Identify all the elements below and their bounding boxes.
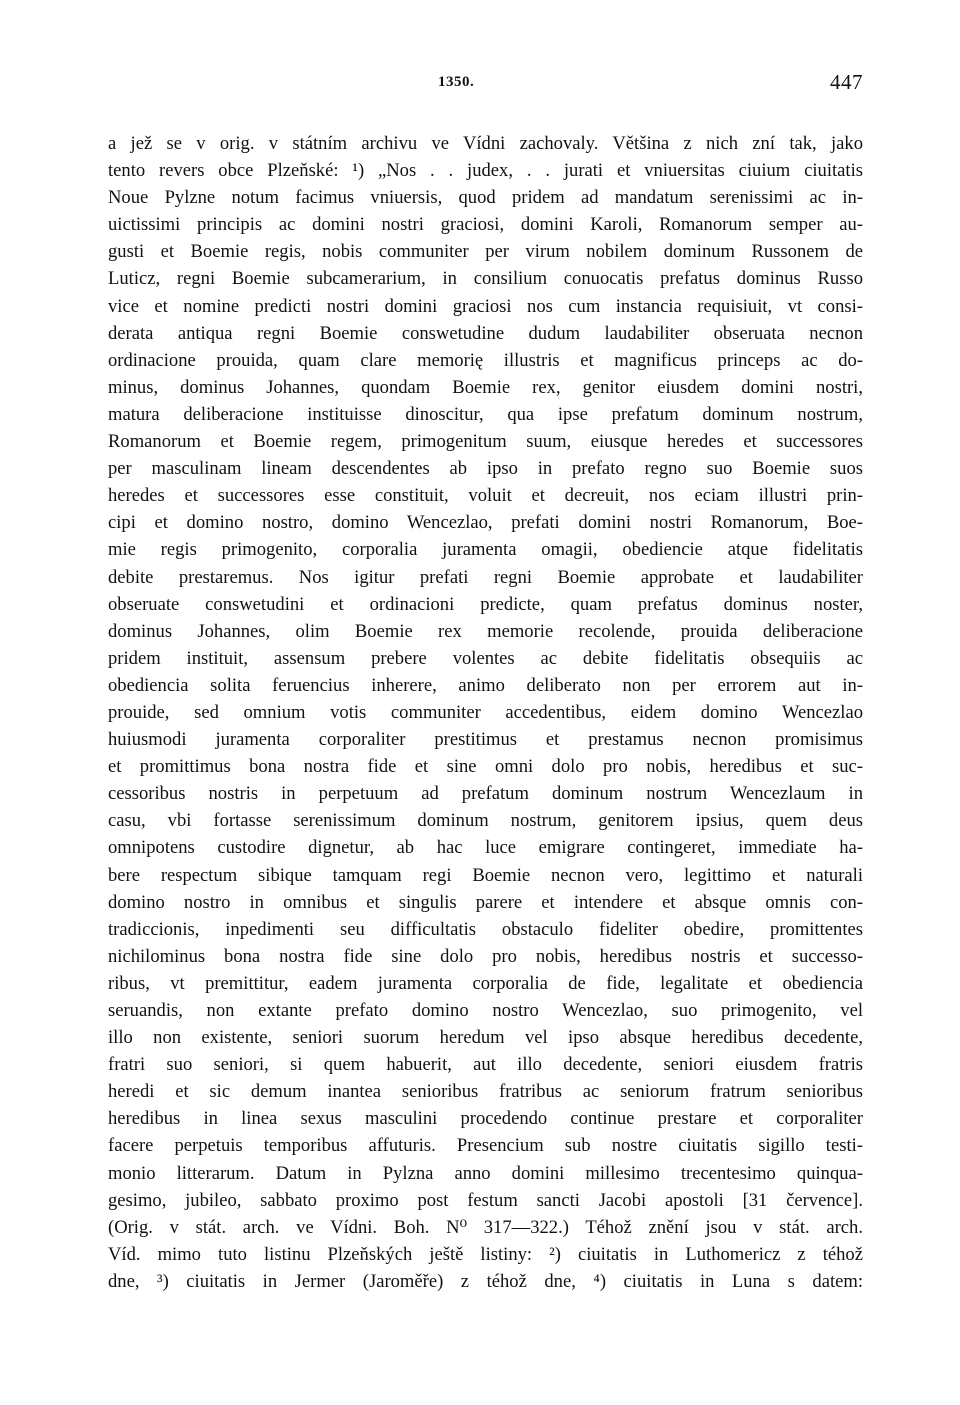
text-line: per masculinam lineam descendentes ab ipso in prefato regno suo Boemie suos [108,458,863,480]
text-line: prouide, sed omnium votis communiter accedentibus, eidem domino Wencezlao [108,701,863,723]
text-line: ribus, vt premittitur, eadem juramenta corporalia de fide, legalitate et obediencia [108,972,863,994]
text-line: obseruate conswetudini et ordinacioni predicte, quam prefatus dominus noster, [108,593,863,615]
text-line: casu, vbi fortasse serenissimum dominum nostrum, genitorem ipsius, quem deus [108,810,863,832]
text-line: heredes et successores esse constituit, voluit et decreuit, nos eciam illustri prin- [108,485,863,507]
text-line: huiusmodi juramenta corporaliter prestitimus et prestamus necnon promisimus [108,729,863,751]
text-line: omnipotens custodire dignetur, ab hac luce emigrare contingeret, immediate ha- [108,837,863,859]
text-line: Luticz, regni Boemie subcamerarium, in consilium conuocatis prefatus dominus Russo [108,268,863,290]
text-line: bere respectum sibique tamquam regi Boemie necnon vero, legittimo et naturali [108,864,863,886]
text-line: obediencia solita feruencius inherere, animo deliberato non per errorem aut in- [108,674,863,696]
text-line: Noue Pylzne notum facimus vniuersis, quod pridem ad mandatum serenissimi ac in- [108,187,863,209]
text-line: ordinacione prouida, quam clare memorię illustris et magnificus princeps ac do- [108,349,863,371]
text-line: derata antiqua regni Boemie conswetudine dudum laudabiliter obseruata necnon [108,322,863,344]
text-line: mie regis primogenito, corporalia juramenta omagii, obediencie atque fidelitatis [108,539,863,561]
page-number: 447 [830,70,863,94]
text-line: monio litterarum. Datum in Pylzna anno domini millesimo trecentesimo quinqua- [108,1162,863,1184]
text-line: dne, ³) ciuitatis in Jermer (Jaroměře) z téhož dne, ⁴) ciuitatis in Luna s datem: [108,1270,863,1292]
text-line: cipi et domino nostro, domino Wencezlao, prefati domini nostri Romanorum, Boe- [108,512,863,534]
text-line: pridem instituit, assensum prebere volentes ac debite fidelitatis obsequiis ac [108,647,863,669]
text-line: nichilominus bona nostra fide sine dolo pro nobis, heredibus nostris et successo- [108,945,863,967]
text-line: vice et nomine predicti nostri domini graciosi nos cum instancia requisiuit, vt consi- [108,295,863,317]
text-line: uictissimi principis ac domini nostri graciosi, domini Karoli, Romanorum semper au- [108,214,863,236]
text-line: minus, dominus Johannes, quondam Boemie rex, genitor eiusdem domini nostri, [108,376,863,398]
text-line: facere perpetuis temporibus affuturis. Presencium sub nostre ciuitatis sigillo testi- [108,1135,863,1157]
text-line: Víd. mimo tuto listinu Plzeňských ještě listiny: ²) ciuitatis in Luthomericz z téhož [108,1243,863,1265]
text-line: illo non existente, seniori suorum heredum vel ipso absque heredibus decedente, [108,1027,863,1049]
text-line: a jež se v orig. v státním archivu ve Vídni zachovaly. Většina z nich zní tak, jako [108,133,863,154]
text-line: dominus Johannes, olim Boemie rex memorie recolende, prouida deliberacione [108,620,863,642]
text-line: gusti et Boemie regis, nobis communiter per virum nobilem dominum Russonem de [108,241,863,263]
running-head-year: 1350. [438,74,475,90]
text-line: domino nostro in omnibus et singulis parere et intendere et absque omnis con- [108,891,863,913]
text-line: gesimo, jubileo, sabbato proximo post festum sancti Jacobi apostoli [31 července]. [108,1189,863,1211]
text-line: cessoribus nostris in perpetuum ad prefatum dominum nostrum Wencezlaum in [108,783,863,805]
text-line: fratri suo seniori, si quem habuerit, aut illo decedente, seniori eiusdem fratris [108,1054,863,1076]
text-line: (Orig. v stát. arch. ve Vídni. Boh. N⁰ 317—322.) Téhož znění jsou v stát. arch. [108,1216,863,1238]
text-line: tento revers obce Plzeňské: ¹) „Nos . . judex, . . jurati et vniuersitas ciuium ciuitatis [108,160,863,182]
text-line: heredibus in linea sexus masculini procedendo continue prestare et corporaliter [108,1108,863,1130]
text-line: debite prestaremus. Nos igitur prefati regni Boemie approbate et laudabiliter [108,566,863,588]
page-header [108,70,863,100]
text-line: matura deliberacione instituisse dinoscitur, qua ipse prefatum dominum nostrum, [108,403,863,425]
text-line: Romanorum et Boemie regem, primogenitum suum, eiusque heredes et successores [108,431,863,453]
text-line: tradiccionis, inpedimenti seu difficultatis obstaculo fideliter obedire, promittentes [108,918,863,940]
text-line: et promittimus bona nostra fide et sine omni dolo pro nobis, heredibus et suc- [108,756,863,778]
body-text [108,130,863,1295]
text-line: seruandis, non extante prefato domino nostro Wencezlao, suo primogenito, vel [108,1000,863,1021]
text-line: heredi et sic demum inantea senioribus fratribus ac seniorum fratrum senioribus [108,1081,863,1103]
